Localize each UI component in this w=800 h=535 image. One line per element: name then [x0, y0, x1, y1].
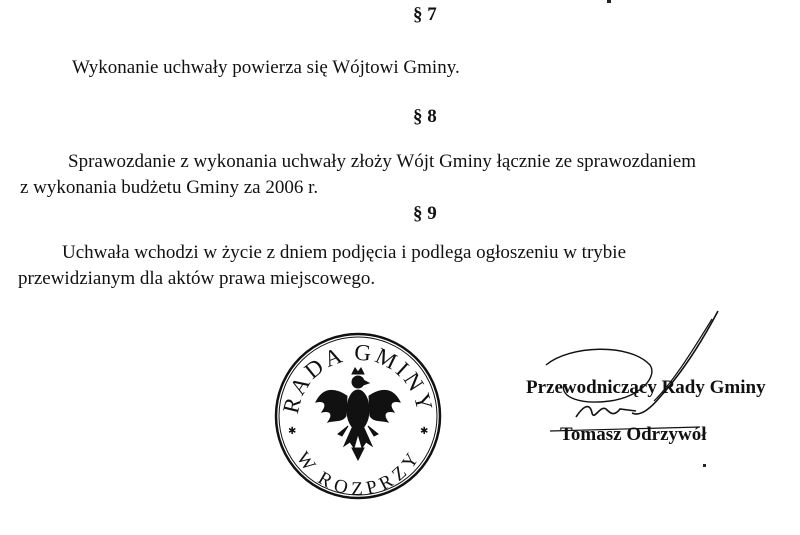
section-heading-9: § 9 [413, 203, 437, 224]
stamp-top-text: RADA GMINY [278, 339, 438, 416]
scan-speck [607, 0, 611, 3]
official-stamp [272, 330, 444, 502]
paragraph-line: Wykonanie uchwały powierza się Wójtowi Gminy. [72, 57, 460, 78]
section-heading-7: § 7 [413, 4, 437, 25]
scan-speck [703, 464, 706, 467]
paragraph-line: przewidzianym dla aktów prawa miejscowego. [18, 268, 376, 289]
stamp-bottom-text: W ROZPRZY [291, 448, 425, 500]
stamp-star-icon: ✱ [288, 426, 297, 437]
section-8-paragraph [20, 149, 697, 201]
signatory-title: Przewodniczący Rady Gminy [526, 377, 766, 398]
paragraph-line: z wykonania budżetu Gminy za 2006 r. [20, 177, 319, 198]
stamp-star-icon: ✱ [420, 426, 429, 437]
paragraph-line: Uchwała wchodzi w życie z dniem podjęcia i podlega ogłoszeniu w trybie [62, 242, 626, 263]
eagle-emblem-icon [316, 368, 400, 460]
signatory-name: Tomasz Odrzywół [560, 424, 707, 445]
paragraph-line: Sprawozdanie z wykonania uchwały złoży Wójt Gminy łącznie ze sprawozdaniem [68, 151, 697, 172]
section-9-paragraph [18, 240, 626, 292]
section-7-paragraph [72, 55, 460, 81]
section-heading-8: § 8 [413, 106, 437, 127]
